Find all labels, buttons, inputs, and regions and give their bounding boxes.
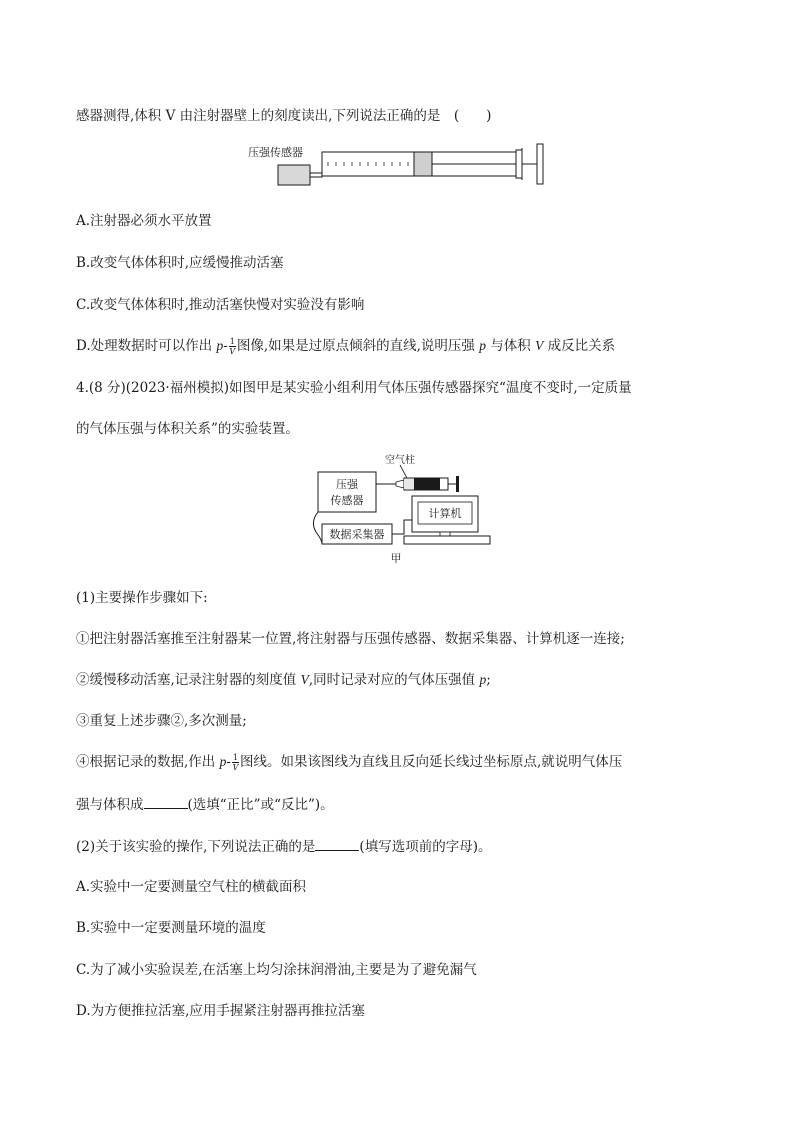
step-4-dash: - (226, 754, 231, 770)
syringe-finger-grip (516, 150, 522, 178)
part-1-heading-text: (1)主要操作步骤如下: (76, 590, 208, 606)
step-2-symbol-p: p (479, 672, 487, 687)
figure-caption: 甲 (390, 552, 402, 565)
part-2-text-1: (2)关于该实验的操作,下列说法正确的是 (76, 839, 316, 855)
air-column-label: 空气柱 (385, 455, 415, 466)
part-2-heading (76, 836, 491, 857)
part-2-option-d (76, 1001, 365, 1021)
answer-blank-1[interactable] (144, 794, 188, 809)
step-4-text-2: 图线。如果该图线为直线且反向延长线过坐标原点,就说明气体压 (240, 754, 623, 770)
syringe-nozzle (310, 173, 322, 177)
answer-blank-2[interactable] (315, 836, 359, 851)
step-2-text-2: ,同时记录对应的气体压强值 (308, 672, 480, 688)
part-2-option-d-text: D.为方便推拉活塞,应用手握紧注射器再推拉活塞 (76, 1003, 365, 1019)
option-b-text: B.改变气体体积时,应缓慢推动活塞 (76, 255, 284, 271)
part-2-option-b (76, 918, 266, 938)
dash: - (223, 338, 228, 354)
question-4-line-1 (76, 378, 632, 398)
option-d-text-4: 成反比关系 (543, 338, 616, 354)
computer-base (404, 536, 490, 544)
part-2-text-2: (填写选项前的字母)。 (359, 839, 492, 855)
step-4-fraction-numerator: 1 (232, 753, 238, 762)
part-2-option-a-text: A.实验中一定要测量空气柱的横截面积 (76, 879, 307, 895)
step-4-fraction-denominator: V (232, 763, 239, 772)
option-a-text: A.注射器必须水平放置 (76, 213, 212, 229)
part-2-option-a (76, 877, 306, 897)
option-a (76, 211, 212, 231)
option-d-text-1: D.处理数据时可以作出 (76, 338, 217, 354)
part-2-option-c (76, 960, 477, 980)
syringe-thumb (456, 476, 459, 492)
question-intro-text: 感器测得,体积 V 由注射器壁上的刻度读出,下列说法正确的是 ( ) (76, 108, 492, 124)
step-2 (76, 670, 491, 690)
air-column-region (404, 479, 414, 489)
step-3 (76, 711, 247, 731)
symbol-v: V (535, 338, 544, 353)
symbol-p-2: p (479, 338, 486, 353)
syringe-plunger (414, 478, 440, 490)
symbol-p: p (216, 338, 224, 353)
question-4-line-2 (76, 419, 299, 439)
collector-cable (392, 520, 412, 534)
part-2-option-c-text: C.为了减小实验误差,在活塞上均匀涂抹润滑油,主要是为了避免漏气 (76, 962, 477, 978)
option-d (76, 336, 615, 356)
step-4-fraction (232, 753, 239, 772)
step-2-text-3: ; (486, 672, 491, 688)
option-d-text-3: 与体积 (485, 338, 536, 354)
step-4-text-3: 强与体积成 (76, 797, 144, 813)
pressure-sensor-line-2: 传感器 (330, 494, 364, 507)
fraction-one-over-v (229, 337, 236, 356)
sensor-box (278, 165, 310, 185)
step-1-text: ①把注射器活塞推至注射器某一位置,将注射器与压强传感器、数据采集器、计算机逐一连接; (76, 631, 625, 647)
apparatus-figure (308, 452, 498, 568)
syringe-figure (240, 140, 550, 192)
step-2-symbol-v: V (300, 672, 309, 687)
option-c (76, 295, 364, 315)
step-4-continued (76, 794, 334, 815)
step-3-text: ③重复上述步骤②,多次测量; (76, 713, 247, 729)
syringe-plunger-head (414, 152, 432, 176)
question-intro-line (76, 106, 491, 126)
step-2-text-1: ②缓慢移动活塞,记录注射器的刻度值 (76, 672, 301, 688)
part-2-option-b-text: B.实验中一定要测量环境的温度 (76, 920, 266, 936)
fraction-numerator: 1 (229, 337, 235, 346)
step-4 (76, 752, 622, 772)
syringe-tip (396, 480, 404, 488)
sensor-cable (313, 512, 322, 544)
step-1 (76, 629, 625, 649)
step-4-symbol-p: p (219, 754, 227, 769)
pressure-sensor-line-1: 压强 (336, 478, 358, 491)
computer-stand (440, 532, 450, 536)
data-collector-label: 数据采集器 (329, 528, 385, 541)
option-c-text: C.改变气体体积时,推动活塞快慢对实验没有影响 (76, 297, 365, 313)
syringe-thumb-rest (537, 144, 543, 184)
question-4-text-2: 的气体压强与体积关系”的实验装置。 (76, 421, 299, 437)
computer-label: 计算机 (428, 507, 462, 520)
question-4-text-1: 4.(8 分)(2023·福州模拟)如图甲是某实验小组利用气体压强传感器探究“温度不变时,一定质量 (76, 380, 632, 396)
pressure-sensor-label: 压强传感器 (248, 146, 303, 159)
option-b (76, 253, 284, 273)
step-4-text-1: ④根据记录的数据,作出 (76, 754, 220, 770)
step-4-text-4: (选填“正比”或“反比”)。 (187, 797, 334, 813)
option-d-text-2: 图像,如果是过原点倾斜的直线,说明压强 (236, 338, 480, 354)
fraction-denominator: V (229, 347, 236, 356)
part-1-heading (76, 588, 208, 608)
